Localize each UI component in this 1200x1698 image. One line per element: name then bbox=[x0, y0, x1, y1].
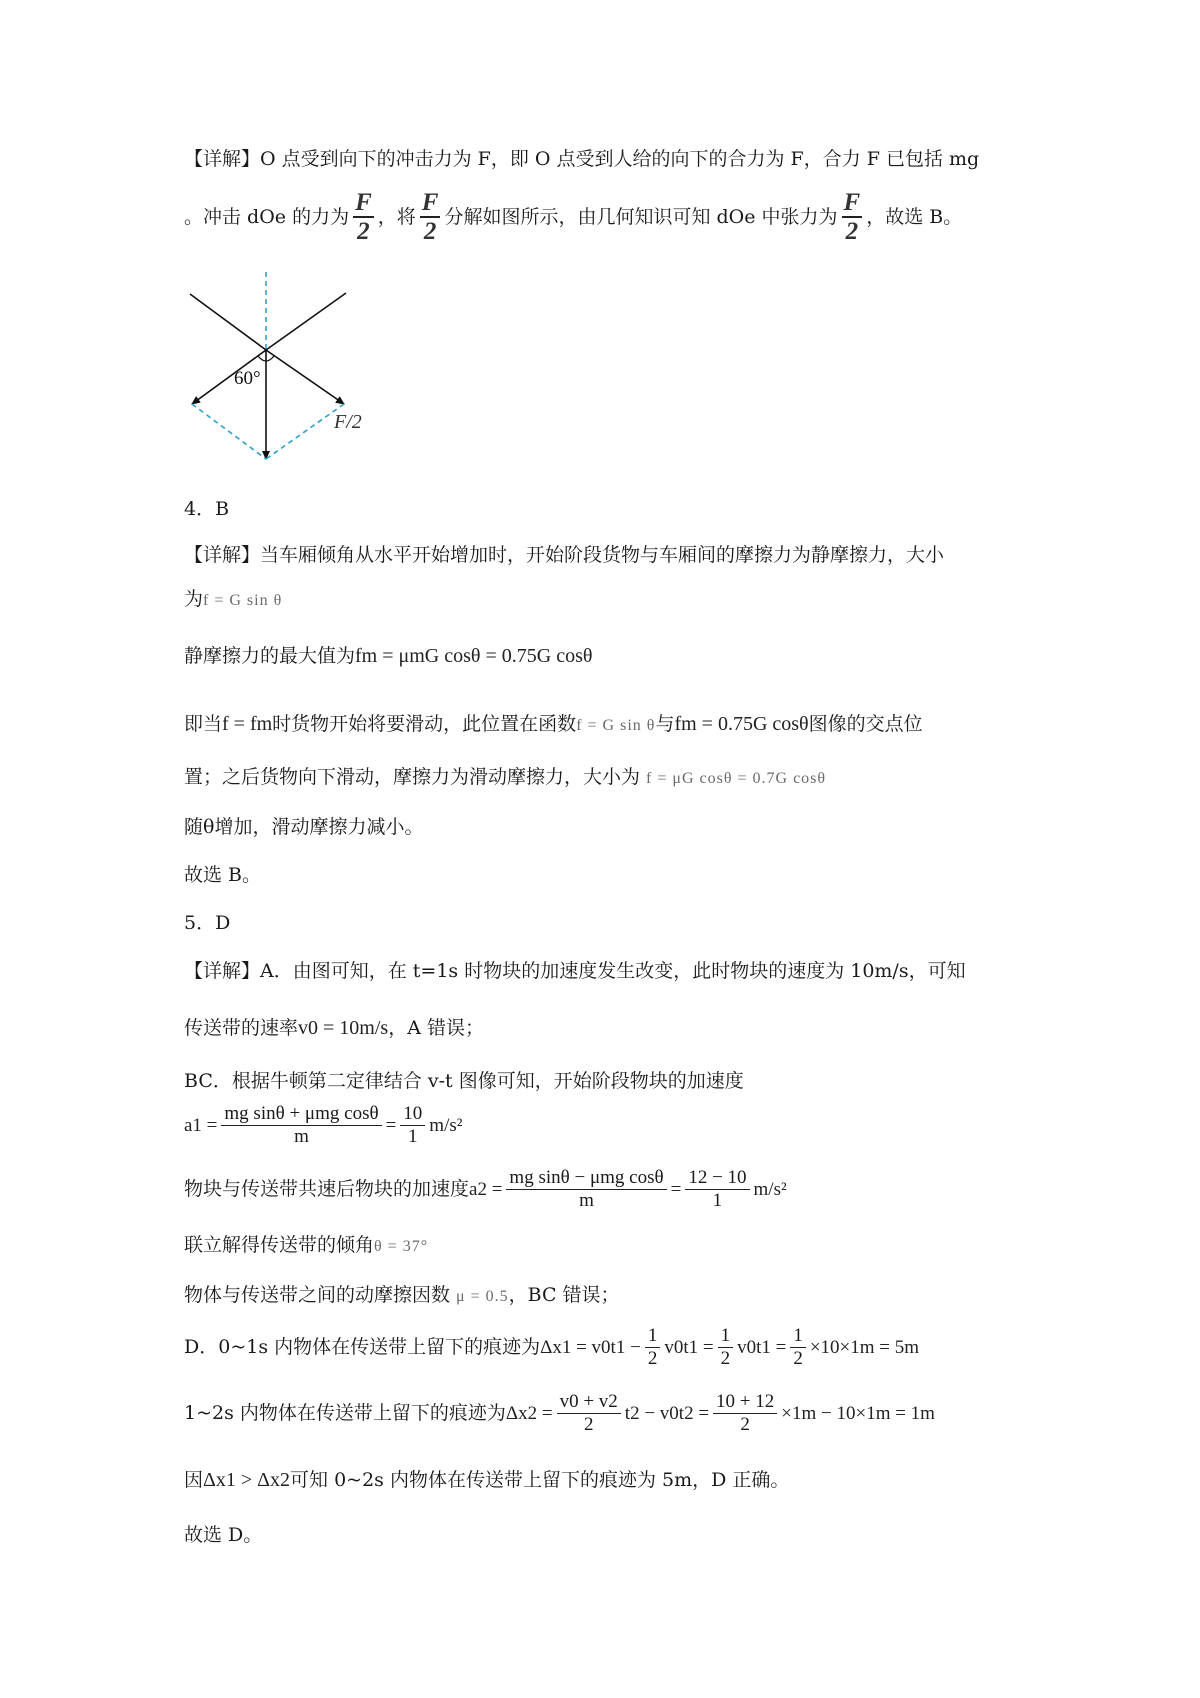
fraction-denominator: 1 bbox=[712, 1189, 723, 1211]
text-line: 随θ增加，滑动摩擦力减小。 bbox=[184, 816, 424, 838]
fraction-denominator: 2 bbox=[793, 1347, 803, 1369]
fraction-numerator: 1 bbox=[718, 1326, 734, 1348]
fraction-numerator: 10 + 12 bbox=[713, 1392, 777, 1414]
text-line: BC．根据牛顿第二定律结合 v-t 图像可知，开始阶段物块的加速度 bbox=[184, 1070, 744, 1092]
fraction-denominator: 2 bbox=[423, 218, 437, 246]
text-line bbox=[184, 190, 962, 246]
text-span: 置；之后货物向下滑动，摩擦力为滑动摩擦力，大小为 bbox=[184, 766, 641, 788]
text-span: 可知 0~2s 内物体在传送带上留下的痕迹为 5m，D 正确。 bbox=[290, 1469, 790, 1491]
fraction-numerator: mg sinθ + μmg cosθ bbox=[221, 1104, 381, 1126]
text-line: 【详解】A．由图可知，在 t=1s 时物块的加速度发生改变，此时物块的速度为 10m/s，可知 bbox=[184, 960, 966, 982]
text-line: 【详解】当车厢倾角从水平开始增加时，开始阶段货物与车厢间的摩擦力为静摩擦力，大小 bbox=[184, 544, 945, 566]
fraction-denominator: 2 bbox=[720, 1347, 731, 1369]
fraction-numerator: F bbox=[842, 190, 863, 218]
fraction bbox=[842, 190, 863, 246]
equation: v0t1 = bbox=[664, 1336, 714, 1358]
fraction-numerator: v0 + v2 bbox=[557, 1392, 621, 1414]
equation-line bbox=[184, 1168, 787, 1211]
text-span: ，将 bbox=[377, 206, 416, 229]
fraction-numerator: 12 − 10 bbox=[685, 1168, 749, 1190]
equation: ×10×1m = 5m bbox=[809, 1336, 920, 1358]
equation: t2 − v0t2 = bbox=[624, 1402, 710, 1424]
fraction-denominator: m bbox=[579, 1189, 594, 1211]
fraction-numerator: F bbox=[420, 190, 441, 218]
text-span: 即当 bbox=[184, 713, 223, 735]
text-span: 为 bbox=[184, 588, 204, 610]
text-line bbox=[184, 590, 282, 609]
fraction-denominator: m bbox=[294, 1125, 309, 1147]
text-span: 时货物开始将要滑动，此位置在函数 bbox=[272, 713, 577, 735]
fraction bbox=[645, 1326, 661, 1369]
unit: m/s² bbox=[753, 1178, 787, 1200]
text-span: 物块与传送带共速后物块的加速度 bbox=[184, 1177, 470, 1200]
equation: v0 = 10m/s bbox=[298, 1017, 389, 1039]
text-span: 物体与传送带之间的动摩擦因数 bbox=[184, 1284, 451, 1306]
text-span: 联立解得传送带的倾角 bbox=[184, 1234, 375, 1256]
force-right-arrow bbox=[266, 350, 344, 404]
equation-line bbox=[184, 1104, 462, 1147]
fraction-denominator: 1 bbox=[408, 1125, 418, 1147]
fraction-numerator: F bbox=[353, 190, 374, 218]
fraction-denominator: 2 bbox=[583, 1413, 594, 1435]
fraction bbox=[420, 190, 441, 246]
fraction-denominator: 2 bbox=[740, 1413, 750, 1435]
fraction bbox=[400, 1104, 425, 1147]
text-line: 故选 B。 bbox=[184, 864, 262, 886]
text-line bbox=[184, 768, 826, 787]
fraction bbox=[790, 1326, 806, 1369]
force-label: F/2 bbox=[334, 411, 362, 433]
text-line bbox=[184, 1286, 620, 1305]
force-diagram bbox=[182, 272, 382, 472]
text-line bbox=[184, 1018, 484, 1038]
text-span: 。冲击 dOe 的力为 bbox=[184, 206, 350, 229]
fraction bbox=[685, 1168, 749, 1211]
equation: = bbox=[385, 1114, 397, 1136]
fraction bbox=[718, 1326, 734, 1369]
text-span: 分解如图所示，由几何知识可知 dOe 中张力为 bbox=[444, 206, 838, 229]
text-line bbox=[184, 714, 923, 734]
equation-line bbox=[184, 1392, 935, 1435]
equation: f = fm bbox=[222, 713, 273, 735]
text-line bbox=[184, 1470, 789, 1490]
rope-right bbox=[266, 293, 346, 350]
equation: fm = 0.75G cosθ bbox=[674, 713, 809, 735]
answer-number: 4．B bbox=[184, 498, 230, 520]
dashed-right bbox=[266, 404, 344, 459]
rope-left bbox=[190, 294, 266, 350]
fraction-denominator: 2 bbox=[647, 1347, 658, 1369]
text-span: 静摩擦力的最大值为 bbox=[184, 645, 356, 667]
text-span: ，BC 错误； bbox=[508, 1284, 620, 1306]
text-span: 1~2s 内物体在传送带上留下的痕迹为 bbox=[184, 1401, 506, 1424]
text-span: ，故选 B。 bbox=[866, 206, 963, 229]
fraction-denominator: 2 bbox=[845, 218, 859, 246]
text-span: ，A 错误； bbox=[388, 1017, 484, 1039]
equation: a2 = bbox=[469, 1178, 503, 1200]
text-span: 与 bbox=[655, 713, 675, 735]
fraction-numerator: 1 bbox=[645, 1326, 661, 1348]
equation: v0t1 = bbox=[737, 1336, 787, 1358]
equation: μ = 0.5 bbox=[456, 1288, 509, 1305]
text-span: 图像的交点位 bbox=[808, 713, 923, 735]
fraction-numerator: 1 bbox=[790, 1326, 806, 1348]
equation: = bbox=[670, 1178, 682, 1200]
equation: f = G sin θ bbox=[203, 592, 283, 609]
equation: Δx2 = bbox=[505, 1402, 553, 1424]
fraction bbox=[557, 1392, 621, 1435]
unit: m/s² bbox=[429, 1114, 463, 1136]
fraction bbox=[713, 1392, 777, 1435]
fraction bbox=[506, 1168, 666, 1211]
dashed-left bbox=[192, 404, 266, 459]
equation: f = μG cosθ = 0.7G cosθ bbox=[646, 770, 827, 787]
equation-line bbox=[184, 1326, 919, 1369]
text-span: D．0~1s 内物体在传送带上留下的痕迹为 bbox=[184, 1335, 541, 1358]
equation: Δx1 = v0t1 − bbox=[540, 1336, 641, 1358]
angle-label: 60° bbox=[234, 368, 261, 389]
equation: ×1m − 10×1m = 1m bbox=[781, 1402, 935, 1424]
fraction bbox=[221, 1104, 381, 1147]
equation: θ = 37° bbox=[374, 1238, 429, 1255]
text-span: 传送带的速率 bbox=[184, 1017, 299, 1039]
equation: fm = μmG cosθ = 0.75G cosθ bbox=[355, 645, 593, 667]
fraction-denominator: 2 bbox=[357, 218, 370, 246]
fraction-numerator: 10 bbox=[400, 1104, 425, 1126]
text-span: 因 bbox=[184, 1469, 204, 1491]
text-line bbox=[184, 1236, 428, 1255]
fraction-numerator: mg sinθ − μmg cosθ bbox=[506, 1168, 666, 1190]
equation: Δx1 > Δx2 bbox=[203, 1469, 291, 1491]
equation: a1 = bbox=[184, 1114, 218, 1136]
fraction bbox=[353, 190, 374, 246]
text-line: 故选 D。 bbox=[184, 1524, 263, 1546]
text-line: 【详解】O 点受到向下的冲击力为 F，即 O 点受到人给的向下的合力为 F，合力 F 已包括 mg bbox=[184, 148, 980, 170]
answer-number: 5．D bbox=[184, 912, 231, 934]
text-line bbox=[184, 646, 592, 666]
equation: f = G sin θ bbox=[576, 717, 656, 734]
